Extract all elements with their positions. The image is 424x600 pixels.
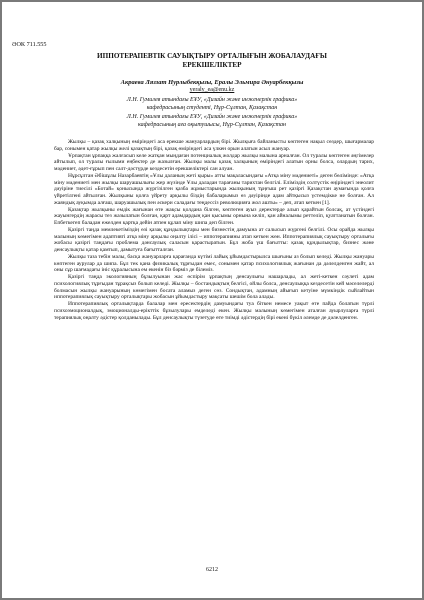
udc-code: ӘОК 711.555 — [12, 41, 47, 48]
document-page — [2, 2, 422, 598]
paragraph: Жылқы таза тебін малы, басқа жануарларға қарағанда күтімі лайық ұйымдастырылса шығыны аз болып келеді. Жылқы жануары көптеген аурулар да шипа. Бұл тек қана физикалық тұрғыдан емес, сонымен қатар психологиялық жағынан да дәлелденген жайт, ал оны сұр шағмадағы ініс құралысына ем екенін біз бәрміз де білеміз. — [54, 253, 374, 274]
body-text — [54, 139, 374, 321]
affiliation-line: кафедрасының студенті, Нұр-Сұлтан, Қазақстан — [146, 105, 278, 112]
page-number: 6212 — [206, 567, 218, 573]
title-line-1: ИППОТЕРАПЕВТІК САУЫҚТЫРУ ОРТАЛЫҒЫН ЖОБАЛАУДАҒЫ — [97, 52, 327, 60]
paragraph: Жылқы – қазақ халқының өміріндегі аса ерекше жануарлардың бірі. Жылқыға байланысты көптеген нақыл сөздер, шығармалар бар, сонымен қатар жылқы желі қазақтың бірі, қазақ өміріндегі аса үлкен орын алатын асыл жануар. — [54, 139, 374, 152]
paragraph: Нұрсұлтан Әбішұлы Назарбаевтің «Ұлы даланың жеті қыры» атты мақаласындағы «Атқа міну мәдениеті» деген бөлімінде: «Атқа міну мәдениеті мен жылқы шаруашылығы жер жүзінде Ұлы даладан тарағаны тарихтан белгілі. Еліміздің солтүстік өңіріндегі энеолит дәуіріне тиесілі «Ботай» қонысында жүргізілген қазба жұмыстарында жылқының тұңғыш рет қазіргі Қазақстан аумағында қолға үйретілгені айтылған. Жылқыны қолға үйрету арқылы біздің бабаларымыз өз дәуірінде адам айтқысыз үстемдікке не болған. Ал жаяндық ауқымда алғаш, шаруашылық пен әскери саладағы теңдессіз революцияға жол ашты» – деп, атап кеткен [1]. — [54, 172, 374, 206]
paragraph: Иппотерапиялық орталықтарда балалар мен ересектердің дамуындағы туа біткен немесе уақыт өте пайда болатын түрлі психоэмоционалдық, эмоционалды-ерікттік бұзылулары емделеді екен. Жылқы малының көмегімен аталған ауырлуларға түрлі терапиялық оңалту әдістер қолданылады. Бұл денсаулықты түзетуде өте тиімді әдістердің бірі екені бүкіл әлемде де дәлелденген. — [54, 301, 374, 321]
affiliation-line: Л.Н. Гумилев атындағы ЕҰУ, «Дизайн және инженерлік графика» — [126, 113, 298, 120]
affiliation-line: кафедрасының аға оқытушысы, Нұр-Сұлтан, Қазақстан — [137, 122, 287, 129]
author-names: Акраева Ляззат Нурлыбекқызы, Ералы Эльмира Әнуарбекқызы — [120, 79, 304, 86]
title-line-2: ЕРЕКШЕЛІКТЕР — [182, 61, 242, 69]
paragraph: Қазіргі таңда мемлекетіміздің өзі қазақ құндылықтары мен бизнестің дамуына ат салысып жүргені белгілі. Осы орайда жылқы малының көмегімен адаптивті атқа міну арқылы оңалту ілісі – иппотерапияны атап кеткен жөн. Иппотерапиялық сауықтыру орталығы жобасы қазіргі таңдағы проблема дәнсаулық саласын қарастыратын. Бұл жоба үш бағытты: қазақ құндылықтар, бизнес және денсаулықты қатар қамтып, дамытуға бағытталған. — [54, 226, 374, 253]
paper-title — [2, 52, 422, 70]
paragraph: Қазақтар жылқыны емдік жағынан өте жақсы қолдана білген, көптеген ауыз деректерде алып қарайтын болсақ, ат үстіндегі жауынгердің жарасы тез жазылатын болған, қарт адамдардың қан қысымы орнына келіп, қан айналымы реттеліп, қуаттанатын болған. Епбеткегеп баладан ежелден қартқа дейін атпен құлап міну шипа деп білген. — [54, 206, 374, 226]
paragraph: Ұрпақтан ұрпаққа жалғасып келе жатқан мыңдаған потенциалық жолдар жылқы малына арналған. Ол туралы көптеген әңгімелер айтылып, ол туралы ғылыми еңбектер де жазылған. Жылқы малы қазақ халқының өміріндегі алатын орны болса, олардың тарих, мәдениет, әдет-ғұрып пен салт-дәстүрде кездесетін ерекшеліктері сан алуан. — [54, 152, 374, 172]
paragraph: Қазіргі таңда экологияның бұзылуынан жас өспірім ұрпақтың денсаулығы нашарлады, ал жеті-кеткен сәулеті адам психологиялық тұрғыдан тұрақсыз болып келеді. Жылқы – бостандықтың белгісі, ойлы болса, денсаулыққа кездесетін кей мәселелерді болмасын жылқы жануарының көмегімен босата аламыз деген сөз. Сондықтан, адамның айығып кетуіне мүмкіндік сыйлайтын иппотерапиялық сауықтыру орталықтары жобасын ұйымдастыру мақсаты шешім бола алады. — [54, 274, 374, 301]
affiliations — [2, 96, 422, 130]
affiliation-line: Л.Н. Гумилев атындағы ЕҰУ, «Дизайн және инженерлік графика» — [126, 97, 298, 103]
author-email[interactable]: yeraly_ea@enu.kz — [189, 87, 235, 93]
